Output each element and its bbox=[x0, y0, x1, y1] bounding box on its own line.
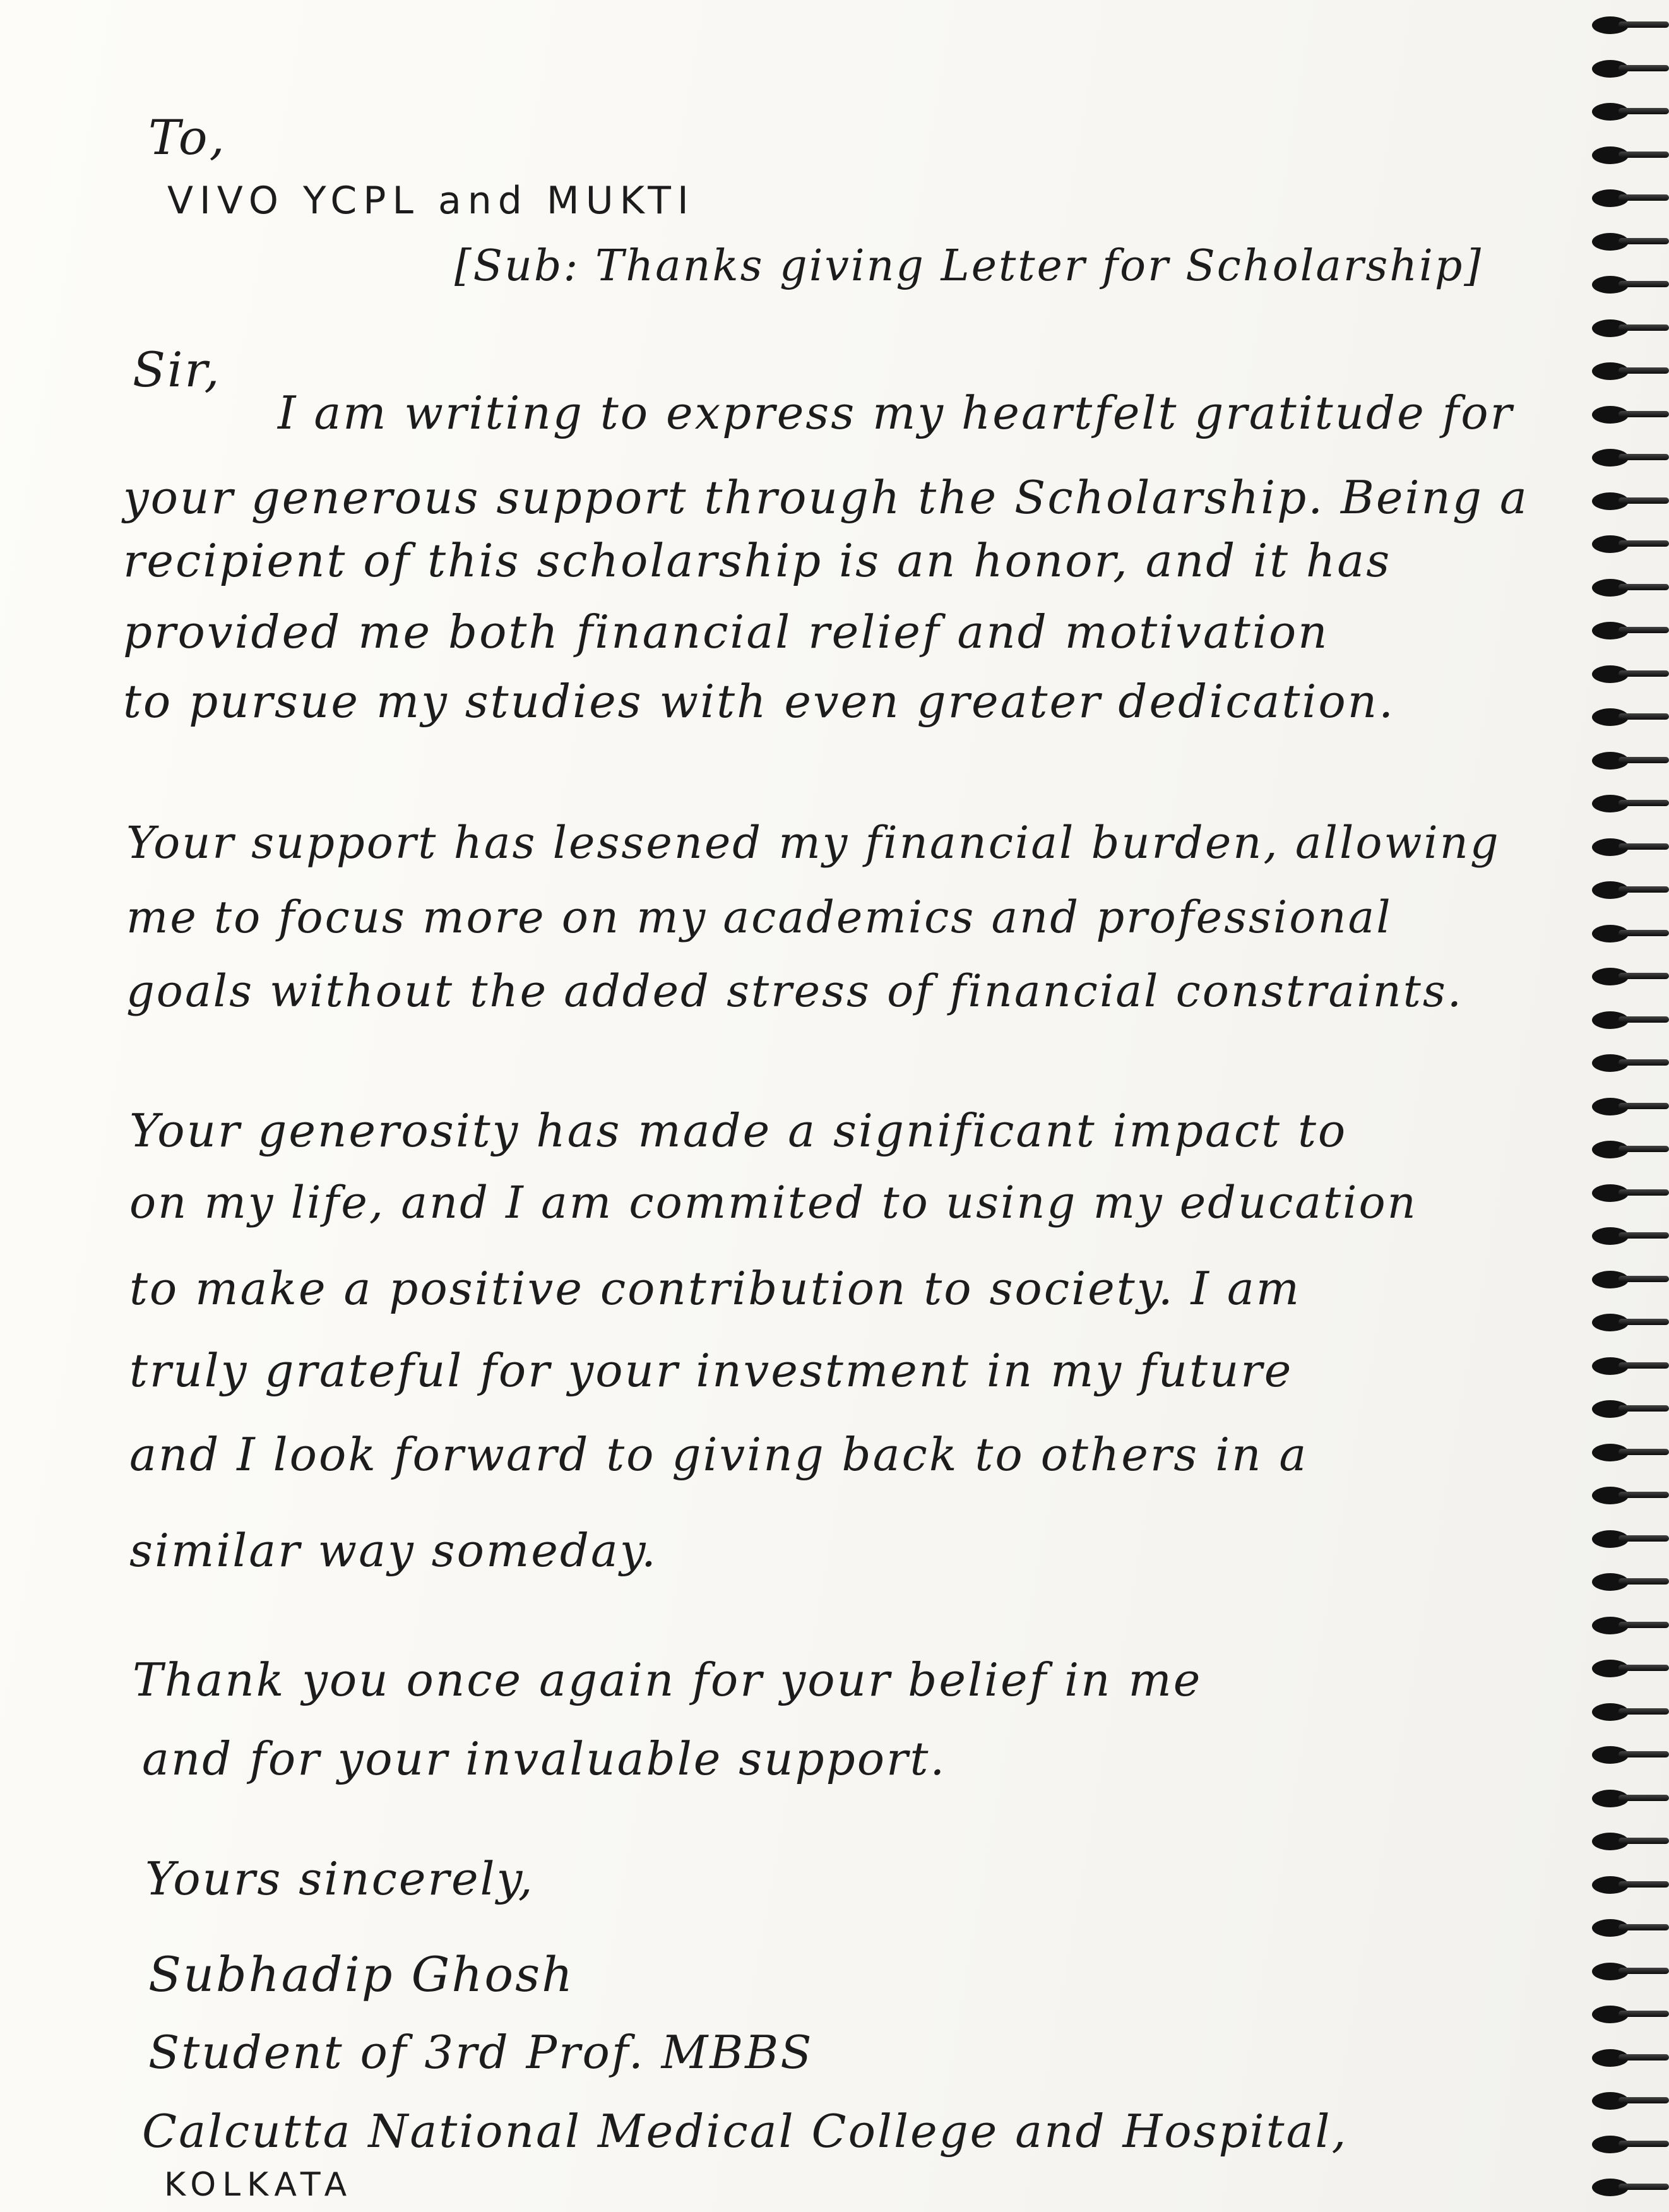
spiral-ring bbox=[1587, 1656, 1669, 1681]
spiral-ring bbox=[1587, 1613, 1669, 1638]
ring-wire bbox=[1619, 1232, 1669, 1239]
ring-wire bbox=[1619, 1924, 1669, 1930]
ring-wire bbox=[1619, 800, 1669, 806]
spiral-ring bbox=[1587, 1959, 1669, 1984]
spiral-ring bbox=[1587, 1008, 1669, 1033]
ring-wire bbox=[1619, 1795, 1669, 1801]
ring-wire bbox=[1619, 670, 1669, 677]
ring-wire bbox=[1619, 1665, 1669, 1671]
spiral-ring bbox=[1587, 1699, 1669, 1725]
spiral-ring bbox=[1587, 1137, 1669, 1162]
ring-wire bbox=[1619, 2184, 1669, 2190]
ring-wire bbox=[1619, 1535, 1669, 1542]
ring-wire bbox=[1619, 21, 1669, 28]
spiral-ring bbox=[1587, 748, 1669, 773]
paragraph-2-line: goals without the added stress of financial constraints. bbox=[126, 965, 1464, 1017]
paragraph-3-line: on my life, and I am commited to using my education bbox=[129, 1177, 1418, 1228]
ring-wire bbox=[1619, 65, 1669, 71]
spiral-ring bbox=[1587, 316, 1669, 341]
ring-wire bbox=[1619, 238, 1669, 244]
ring-wire bbox=[1619, 411, 1669, 417]
spiral-ring bbox=[1587, 1915, 1669, 1941]
ring-wire bbox=[1619, 1708, 1669, 1715]
ring-wire bbox=[1619, 324, 1669, 331]
subject-line: [Sub: Thanks giving Letter for Scholarship] bbox=[454, 241, 1483, 291]
spiral-ring bbox=[1587, 13, 1669, 38]
spiral-ring bbox=[1587, 143, 1669, 168]
ring-wire bbox=[1619, 1059, 1669, 1066]
spiral-ring bbox=[1587, 532, 1669, 557]
ring-wire bbox=[1619, 1492, 1669, 1498]
ring-wire bbox=[1619, 2011, 1669, 2017]
salutation: Sir, bbox=[133, 342, 222, 398]
spiral-ring bbox=[1587, 272, 1669, 297]
ring-wire bbox=[1619, 930, 1669, 936]
paragraph-3-line: and I look forward to giving back to others in a bbox=[129, 1428, 1309, 1481]
spiral-ring bbox=[1587, 186, 1669, 211]
ring-wire bbox=[1619, 1319, 1669, 1325]
ring-wire bbox=[1619, 973, 1669, 979]
ring-wire bbox=[1619, 1968, 1669, 1974]
spiral-ring bbox=[1587, 791, 1669, 816]
spiral-ring bbox=[1587, 662, 1669, 687]
paragraph-1-line: recipient of this scholarship is an honor, and it has bbox=[123, 534, 1392, 587]
paragraph-3-line: similar way someday. bbox=[129, 1524, 658, 1577]
ring-wire bbox=[1619, 1276, 1669, 1282]
closing-line: Thank you once again for your belief in me bbox=[133, 1653, 1203, 1706]
ring-wire bbox=[1619, 1578, 1669, 1585]
signatory-city: KOLKATA bbox=[164, 2166, 353, 2204]
paragraph-2-line: Your support has lessened my financial burden, allowing bbox=[126, 817, 1500, 869]
spiral-ring bbox=[1587, 402, 1669, 427]
spiral-ring bbox=[1587, 1396, 1669, 1422]
spiral-ring bbox=[1587, 1440, 1669, 1465]
signatory-institution: Calcutta National Medical College and Hospital, bbox=[142, 2105, 1348, 2158]
paragraph-1-line: your generous support through the Scholarship. Being a bbox=[123, 471, 1529, 524]
ring-wire bbox=[1619, 886, 1669, 893]
paragraph-1-line: provided me both financial relief and motivation bbox=[123, 605, 1329, 658]
sign-off: Yours sincerely, bbox=[145, 1852, 535, 1905]
ring-wire bbox=[1619, 281, 1669, 287]
ring-wire bbox=[1619, 713, 1669, 720]
spiral-ring bbox=[1587, 2088, 1669, 2114]
spiral-ring bbox=[1587, 877, 1669, 903]
ring-wire bbox=[1619, 152, 1669, 158]
spiral-ring bbox=[1587, 229, 1669, 254]
ring-wire bbox=[1619, 194, 1669, 201]
spiral-ring bbox=[1587, 705, 1669, 730]
paragraph-3-line: to make a positive contribution to society. I am bbox=[129, 1262, 1302, 1315]
ring-wire bbox=[1619, 1622, 1669, 1628]
spiral-ring bbox=[1587, 359, 1669, 384]
spiral-ring bbox=[1587, 1872, 1669, 1898]
ring-wire bbox=[1619, 1016, 1669, 1023]
spiral-ring bbox=[1587, 1353, 1669, 1379]
ring-wire bbox=[1619, 1362, 1669, 1369]
paragraph-2-line: me to focus more on my academics and professional bbox=[126, 891, 1393, 943]
ring-wire bbox=[1619, 627, 1669, 633]
ring-wire bbox=[1619, 2054, 1669, 2060]
spiral-ring bbox=[1587, 2045, 1669, 2071]
spiral-ring bbox=[1587, 1050, 1669, 1076]
ring-wire bbox=[1619, 2097, 1669, 2103]
ring-wire bbox=[1619, 1146, 1669, 1152]
ring-wire bbox=[1619, 2141, 1669, 2147]
spiral-ring bbox=[1587, 921, 1669, 946]
spiral-ring bbox=[1587, 445, 1669, 470]
spiral-ring bbox=[1587, 2002, 1669, 2027]
spiral-ring bbox=[1587, 1569, 1669, 1595]
spiral-ring bbox=[1587, 1180, 1669, 1206]
spiral-ring bbox=[1587, 1267, 1669, 1292]
ring-wire bbox=[1619, 1103, 1669, 1109]
paragraph-3-line: Your generosity has made a significant impact to bbox=[129, 1104, 1348, 1157]
spiral-ring bbox=[1587, 56, 1669, 81]
ring-wire bbox=[1619, 1751, 1669, 1757]
spiral-binding bbox=[1587, 0, 1669, 2212]
closing-line: and for your invaluable support. bbox=[142, 1732, 947, 1785]
spiral-ring bbox=[1587, 2175, 1669, 2200]
paragraph-3-line: truly grateful for your investment in my future bbox=[129, 1344, 1293, 1397]
spiral-ring bbox=[1587, 1742, 1669, 1768]
paragraph-1-line: I am writing to express my heartfelt gratitude for bbox=[278, 386, 1514, 439]
spiral-ring bbox=[1587, 1829, 1669, 1854]
ring-wire bbox=[1619, 1881, 1669, 1888]
ring-wire bbox=[1619, 367, 1669, 374]
ring-wire bbox=[1619, 584, 1669, 590]
spiral-ring bbox=[1587, 1310, 1669, 1335]
ring-wire bbox=[1619, 843, 1669, 850]
spiral-ring bbox=[1587, 835, 1669, 860]
spiral-ring bbox=[1587, 1483, 1669, 1508]
ring-wire bbox=[1619, 454, 1669, 460]
signatory-name: Subhadip Ghosh bbox=[148, 1946, 575, 2002]
ring-wire bbox=[1619, 757, 1669, 763]
to-line: To, bbox=[148, 109, 227, 165]
ring-wire bbox=[1619, 540, 1669, 547]
signatory-designation: Student of 3rd Prof. MBBS bbox=[148, 2026, 814, 2079]
spiral-ring bbox=[1587, 1786, 1669, 1811]
ring-wire bbox=[1619, 108, 1669, 114]
ring-wire bbox=[1619, 497, 1669, 504]
recipient-line: VIVO YCPL and MUKTI bbox=[167, 179, 695, 223]
ring-wire bbox=[1619, 1449, 1669, 1455]
ring-wire bbox=[1619, 1405, 1669, 1412]
spiral-ring bbox=[1587, 1526, 1669, 1552]
spiral-ring bbox=[1587, 964, 1669, 989]
spiral-ring bbox=[1587, 618, 1669, 643]
spiral-ring bbox=[1587, 1094, 1669, 1119]
ring-wire bbox=[1619, 1189, 1669, 1196]
spiral-ring bbox=[1587, 99, 1669, 124]
ring-wire bbox=[1619, 1838, 1669, 1844]
paragraph-1-line: to pursue my studies with even greater dedication. bbox=[123, 675, 1396, 728]
spiral-ring bbox=[1587, 489, 1669, 514]
spiral-ring bbox=[1587, 2132, 1669, 2157]
spiral-ring bbox=[1587, 1223, 1669, 1249]
spiral-ring bbox=[1587, 575, 1669, 600]
